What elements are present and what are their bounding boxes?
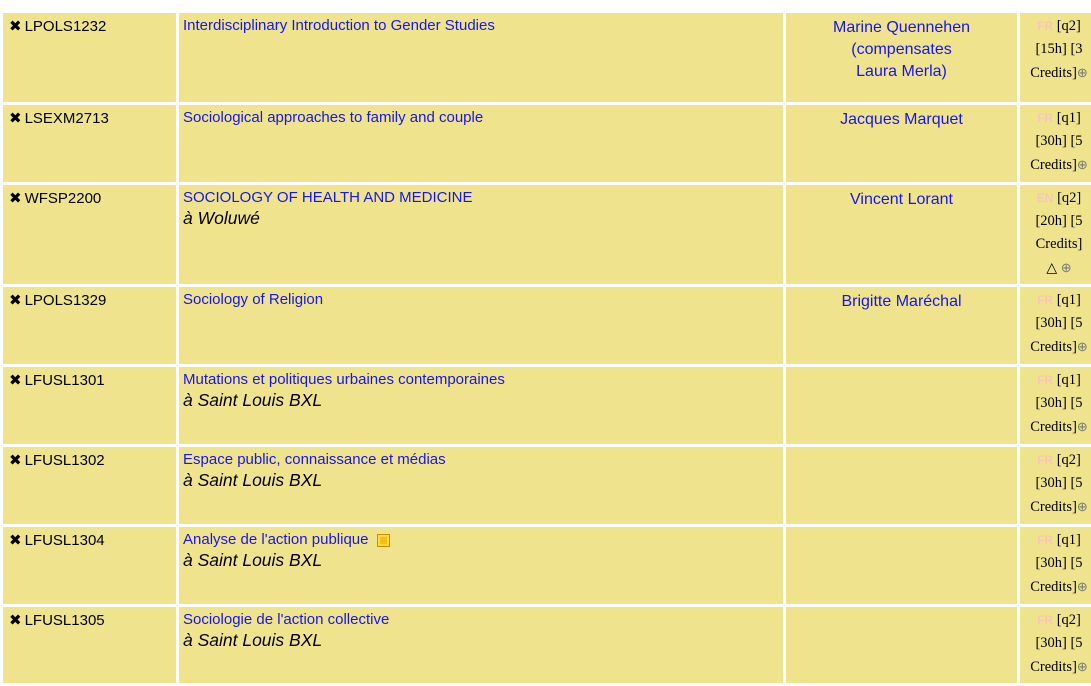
globe-icon[interactable]: ⊕ [1076,419,1088,434]
globe-icon[interactable]: ⊕ [1076,499,1088,514]
globe-icon[interactable]: ⊕ [1076,659,1088,674]
credits: Credits] [1030,419,1077,435]
teacher-cell [786,367,1017,444]
language-badge: FR [1037,19,1054,33]
language-badge: FR [1037,373,1054,387]
credits: Credits] [1030,65,1077,81]
table-row [3,13,1091,102]
teacher-line: (compensates [851,41,952,58]
course-code-cell [3,447,176,524]
hours: [30h] [5 [1035,555,1083,571]
credits: Credits] [1030,157,1077,173]
course-code: LFUSL1305 [24,612,105,629]
course-title-cell [179,185,783,284]
course-title-link[interactable]: Sociologie de l'action collective [183,611,390,628]
language-badge: FR [1037,453,1054,467]
hours: [30h] [5 [1035,133,1083,149]
globe-icon[interactable]: ⊕ [1060,260,1072,275]
course-info-cell [1020,607,1091,683]
table-row [3,105,1091,182]
teacher-cell [786,287,1017,364]
quadrimester: [q1] [1056,292,1081,308]
table-row [3,185,1091,284]
course-info-cell [1020,367,1091,444]
globe-icon[interactable]: ⊕ [1076,65,1088,80]
course-code: LFUSL1304 [24,532,105,549]
course-title-cell [179,287,783,364]
table-row [3,367,1091,444]
course-code-cell [3,105,176,182]
course-code: LPOLS1232 [24,18,107,35]
cross-icon: ✖ [9,372,22,389]
teacher-cell [786,607,1017,683]
credits: Credits] [1030,339,1077,355]
language-badge: FR [1037,613,1054,627]
course-code-cell [3,527,176,604]
credits: Credits] [1030,499,1077,515]
quadrimester: [q2] [1056,18,1081,34]
course-info-cell [1020,185,1091,284]
cross-icon: ✖ [9,532,22,549]
cross-icon: ✖ [9,292,22,309]
course-info-cell [1020,287,1091,364]
teacher-link[interactable] [790,17,1013,83]
teacher-link[interactable]: Brigitte Maréchal [841,293,962,310]
quadrimester: [q2] [1056,612,1081,628]
campus-label: à Saint Louis BXL [183,390,323,410]
table-row [3,527,1091,604]
course-code-cell [3,287,176,364]
teacher-cell [786,527,1017,604]
teacher-cell [786,185,1017,284]
teacher-link[interactable]: Jacques Marquet [840,111,963,128]
quadrimester: [q1] [1056,532,1081,548]
course-title-cell [179,527,783,604]
course-title-link[interactable]: Interdisciplinary Introduction to Gender Studies [183,17,495,34]
course-code-cell [3,13,176,102]
cross-icon: ✖ [9,18,22,35]
credits: Credits] [1035,236,1083,252]
quadrimester: [q1] [1056,372,1081,388]
course-code-cell [3,367,176,444]
triangle-icon: △ [1046,260,1058,276]
teacher-cell [786,105,1017,182]
campus-label: à Woluwé [183,208,260,228]
quadrimester: [q2] [1057,190,1082,206]
quadrimester: [q1] [1056,110,1081,126]
campus-label: à Saint Louis BXL [183,470,323,490]
course-code-cell [3,185,176,284]
cross-icon: ✖ [9,190,22,207]
course-title-link[interactable]: Sociology of Religion [183,291,324,308]
teacher-line: Laura Merla) [856,63,947,80]
course-title-link[interactable]: Espace public, connaissance et médias [183,451,446,468]
course-title-link[interactable]: Analyse de l'action publique [183,531,369,548]
course-title-cell [179,367,783,444]
hours: [30h] [5 [1035,635,1083,651]
campus-label: à Saint Louis BXL [183,630,323,650]
teacher-link[interactable]: Vincent Lorant [850,191,953,208]
course-title-link[interactable]: Mutations et politiques urbaines contemporaines [183,371,505,388]
teacher-cell [786,13,1017,102]
course-info-cell [1020,527,1091,604]
campus-label: à Saint Louis BXL [183,550,323,570]
course-code-cell [3,607,176,683]
course-code: LFUSL1302 [24,452,105,469]
cross-icon: ✖ [9,452,22,469]
header-strip [0,0,1091,10]
hours: [30h] [5 [1035,315,1083,331]
course-info-cell [1020,447,1091,524]
course-title-cell [179,105,783,182]
language-badge: FR [1037,293,1054,307]
course-code: WFSP2200 [24,190,102,207]
course-title-cell [179,447,783,524]
credits: Credits] [1030,659,1077,675]
course-title-cell [179,607,783,683]
language-badge: FR [1037,533,1054,547]
course-code: LPOLS1329 [24,292,107,309]
globe-icon[interactable]: ⊕ [1076,339,1088,354]
teacher-line: Marine Quennehen [833,19,970,36]
course-info-cell [1020,105,1091,182]
credits: Credits] [1030,579,1077,595]
course-code: LSEXM2713 [24,110,109,127]
globe-icon[interactable]: ⊕ [1076,157,1088,172]
quadrimester: [q2] [1056,452,1081,468]
course-code: LFUSL1301 [24,372,105,389]
cross-icon: ✖ [9,110,22,127]
hours: [15h] [3 [1035,41,1083,57]
course-table [0,10,1091,686]
hours: [30h] [5 [1035,395,1083,411]
table-row [3,607,1091,683]
table-row [3,287,1091,364]
language-badge: EN [1036,191,1054,205]
teacher-cell [786,447,1017,524]
yellow-square-icon [377,534,390,547]
cross-icon: ✖ [9,612,22,629]
hours: [30h] [5 [1035,475,1083,491]
course-title-link[interactable]: SOCIOLOGY OF HEALTH AND MEDICINE [183,189,473,206]
course-title-link[interactable]: Sociological approaches to family and couple [183,109,484,126]
table-row [3,447,1091,524]
language-badge: FR [1037,111,1054,125]
globe-icon[interactable]: ⊕ [1076,579,1088,594]
course-info-cell [1020,13,1091,102]
hours: [20h] [5 [1035,213,1083,229]
course-title-cell [179,13,783,102]
